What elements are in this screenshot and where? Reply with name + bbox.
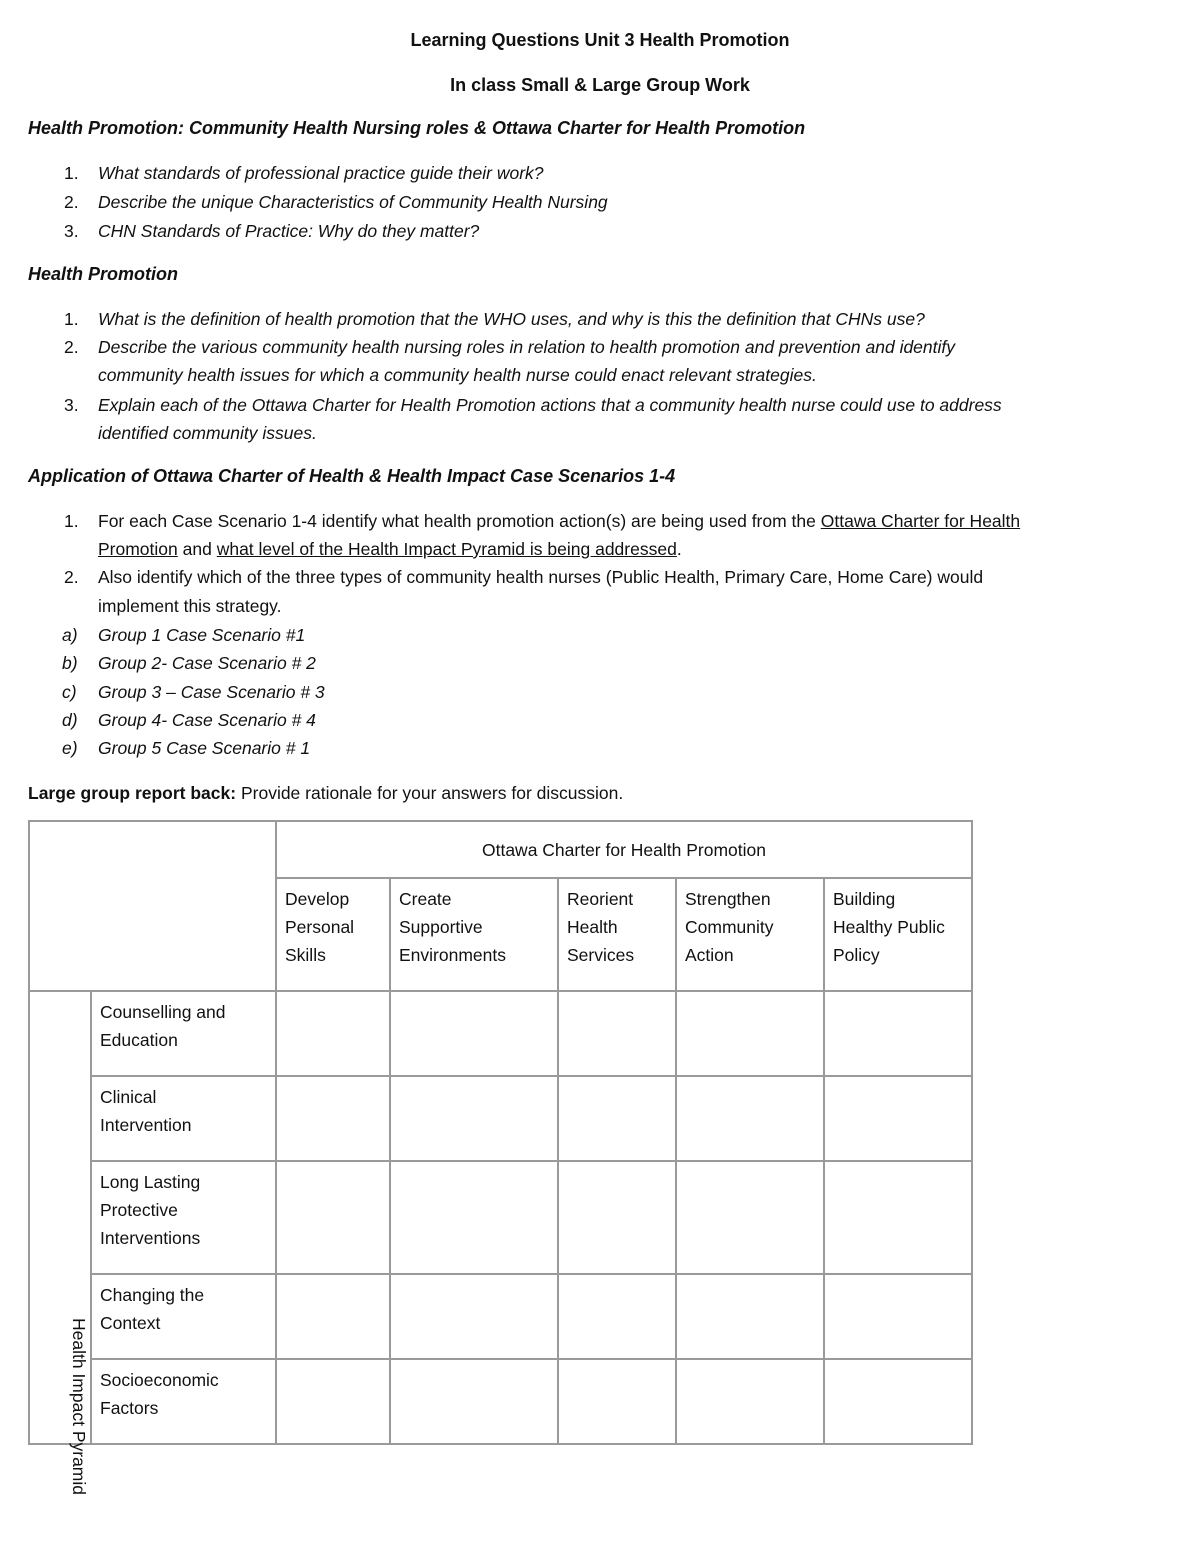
document-title: Learning Questions Unit 3 Health Promotion bbox=[410, 30, 790, 50]
report-back-text: Provide rationale for your answers for discussion. bbox=[236, 783, 624, 803]
list-number: 1. bbox=[64, 163, 79, 183]
answer-cell[interactable] bbox=[390, 1274, 558, 1359]
table-header-row bbox=[29, 821, 972, 878]
column-header-label: Develop Personal Skills bbox=[285, 889, 355, 965]
answer-cell[interactable] bbox=[390, 991, 558, 1076]
answer-cell[interactable] bbox=[824, 1161, 972, 1274]
section2-heading: Health Promotion bbox=[28, 264, 179, 284]
row-header-cell bbox=[91, 1274, 276, 1359]
table-corner-cell bbox=[29, 821, 276, 991]
row-header-cell bbox=[91, 1076, 276, 1161]
table-row bbox=[29, 1274, 972, 1359]
answer-cell[interactable] bbox=[824, 1274, 972, 1359]
list-text: Group 4- Case Scenario # 4 bbox=[98, 709, 316, 730]
list-letter: c) bbox=[62, 681, 77, 702]
list-text: identified community issues. bbox=[98, 423, 317, 443]
row-header-cell bbox=[91, 1161, 276, 1274]
column-header-label: Strengthen Community Action bbox=[685, 889, 774, 965]
list-text-part: For each Case Scenario 1-4 identify what health promotion action(s) are being used from the bbox=[98, 511, 821, 531]
list-number: 1. bbox=[64, 511, 79, 531]
list-number: 2. bbox=[64, 567, 79, 587]
row-header-cell bbox=[91, 1359, 276, 1444]
list-text: Also identify which of the three types of community health nurses (Public Health, Primary Care, Home Care) would bbox=[98, 567, 984, 587]
answer-cell[interactable] bbox=[390, 1076, 558, 1161]
list-text: Group 2- Case Scenario # 2 bbox=[98, 653, 316, 674]
column-header-cell bbox=[824, 878, 972, 991]
answer-cell[interactable] bbox=[824, 1359, 972, 1444]
list-text: Describe the various community health nursing roles in relation to health promotion and prevention and identify bbox=[98, 337, 956, 357]
answer-cell[interactable] bbox=[558, 991, 676, 1076]
answer-cell[interactable] bbox=[676, 1359, 824, 1444]
answer-cell[interactable] bbox=[824, 991, 972, 1076]
column-header-label: Building Healthy Public Policy bbox=[833, 889, 945, 965]
answer-cell[interactable] bbox=[276, 1161, 390, 1274]
document-subtitle: In class Small & Large Group Work bbox=[450, 75, 750, 95]
answer-cell[interactable] bbox=[276, 1076, 390, 1161]
answer-cell[interactable] bbox=[824, 1076, 972, 1161]
column-header-cell bbox=[676, 878, 824, 991]
list-number: 3. bbox=[64, 221, 79, 241]
answer-cell[interactable] bbox=[676, 1274, 824, 1359]
list-letter: b) bbox=[62, 653, 78, 674]
charter-header-cell: Ottawa Charter for Health Promotion bbox=[276, 821, 972, 878]
list-text: implement this strategy. bbox=[98, 596, 282, 616]
row-header-label: Changing the Context bbox=[100, 1285, 205, 1333]
column-header-cell bbox=[390, 878, 558, 991]
table-row bbox=[29, 1359, 972, 1444]
column-header-cell bbox=[558, 878, 676, 991]
list-number: 3. bbox=[64, 395, 79, 415]
list-text: Describe the unique Characteristics of Community Health Nursing bbox=[98, 192, 608, 212]
list-text: CHN Standards of Practice: Why do they matter? bbox=[98, 221, 480, 241]
list-letter: a) bbox=[62, 625, 78, 645]
list-letter: d) bbox=[62, 709, 78, 730]
table-row bbox=[29, 1076, 972, 1161]
table-row bbox=[29, 991, 972, 1076]
list-number: 2. bbox=[64, 192, 79, 212]
list-text: What is the definition of health promotion that the WHO uses, and why is this the definition that CHNs use? bbox=[98, 309, 925, 329]
list-text-part: and bbox=[177, 539, 217, 559]
list-number: 1. bbox=[64, 309, 79, 329]
list-text: What standards of professional practice guide their work? bbox=[98, 163, 544, 183]
list-text: community health issues for which a community health nurse could enact relevant strategies. bbox=[98, 365, 817, 385]
table-row bbox=[29, 1161, 972, 1274]
answer-cell[interactable] bbox=[390, 1359, 558, 1444]
report-back-line bbox=[28, 783, 623, 804]
answer-cell[interactable] bbox=[276, 1359, 390, 1444]
answer-cell[interactable] bbox=[558, 1274, 676, 1359]
answer-cell[interactable] bbox=[676, 991, 824, 1076]
ottawa-charter-link[interactable]: Promotion bbox=[98, 539, 178, 559]
list-text: Group 3 – Case Scenario # 3 bbox=[98, 681, 325, 702]
answer-cell[interactable] bbox=[276, 991, 390, 1076]
answer-cell[interactable] bbox=[558, 1359, 676, 1444]
answer-cell[interactable] bbox=[676, 1161, 824, 1274]
row-header-label: Counselling and Education bbox=[100, 1002, 226, 1050]
ottawa-charter-link[interactable]: Ottawa Charter for Health bbox=[820, 511, 1021, 531]
health-impact-pyramid-link[interactable]: what level of the Health Impact Pyramid is being addressed bbox=[216, 539, 677, 559]
report-back-label: Large group report back: bbox=[28, 783, 237, 803]
column-header-cell bbox=[276, 878, 390, 991]
answer-cell[interactable] bbox=[390, 1161, 558, 1274]
answer-cell[interactable] bbox=[558, 1076, 676, 1161]
list-text: Group 1 Case Scenario #1 bbox=[98, 625, 306, 645]
row-header-cell bbox=[91, 991, 276, 1076]
list-text: Explain each of the Ottawa Charter for Health Promotion actions that a community health nurse could use to address bbox=[98, 395, 1002, 415]
list-text: Group 5 Case Scenario # 1 bbox=[98, 738, 311, 759]
section3-heading: Application of Ottawa Charter of Health & Health Impact Case Scenarios 1-4 bbox=[28, 466, 676, 486]
column-header-label: Reorient Health Services bbox=[567, 889, 635, 965]
row-header-label: Socioeconomic Factors bbox=[100, 1370, 219, 1418]
row-header-label: Long Lasting Protective Interventions bbox=[100, 1172, 201, 1248]
answer-cell[interactable] bbox=[558, 1161, 676, 1274]
list-text bbox=[98, 511, 1020, 532]
answer-cell[interactable] bbox=[276, 1274, 390, 1359]
list-text-part: . bbox=[676, 539, 682, 559]
answer-cell[interactable] bbox=[676, 1076, 824, 1161]
list-letter: e) bbox=[62, 738, 78, 759]
list-number: 2. bbox=[64, 337, 79, 357]
list-text bbox=[98, 539, 682, 560]
pyramid-vertical-label: Health Impact Pyramid bbox=[69, 1318, 89, 1496]
column-header-label: Create Supportive Environments bbox=[399, 889, 506, 965]
row-header-label: Clinical Intervention bbox=[100, 1087, 192, 1135]
section1-heading: Health Promotion: Community Health Nursing roles & Ottawa Charter for Health Promotion bbox=[28, 118, 806, 138]
health-impact-table bbox=[28, 820, 973, 1445]
